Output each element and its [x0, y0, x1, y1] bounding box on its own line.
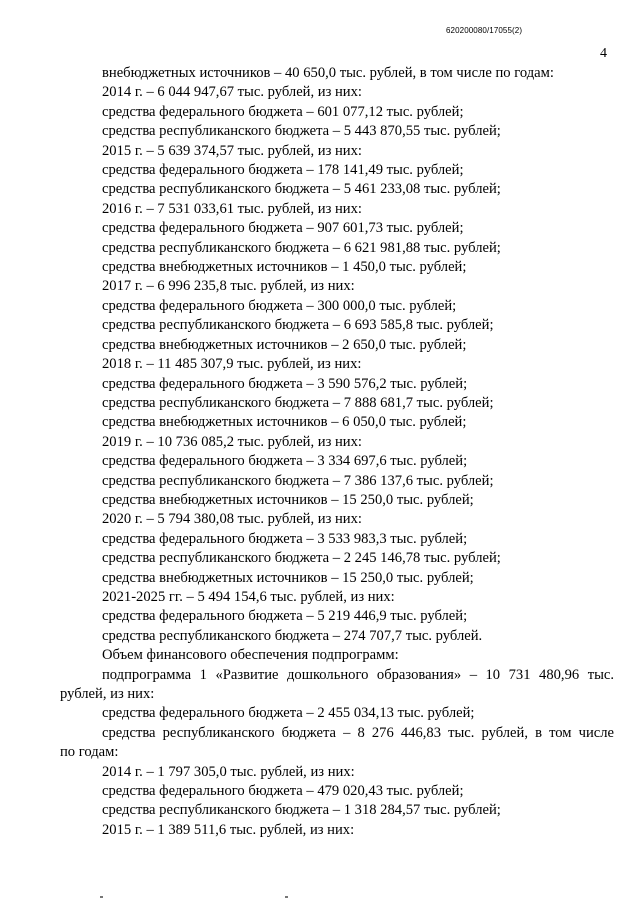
text-line: средства внебюджетных источников – 15 250,0 тыс. рублей;: [102, 491, 474, 508]
text-line: средства федерального бюджета – 5 219 446,9 тыс. рублей;: [102, 608, 468, 625]
text-line: 2018 г. – 11 485 307,9 тыс. рублей, из них:: [102, 356, 362, 373]
scan-speck: [100, 896, 103, 898]
text-line: средства республиканского бюджета – 2 245 146,78 тыс. рублей;: [102, 550, 501, 567]
text-line: 2016 г. – 7 531 033,61 тыс. рублей, из них:: [102, 200, 362, 217]
text-line: средства федерального бюджета – 3 533 983,3 тыс. рублей;: [102, 530, 468, 547]
text-line: по годам:: [60, 744, 119, 761]
scan-speck: [285, 896, 288, 898]
text-line: средства федерального бюджета – 907 601,73 тыс. рублей;: [102, 220, 464, 237]
text-line: средства федерального бюджета – 3 590 576,2 тыс. рублей;: [102, 375, 468, 392]
text-line: 2020 г. – 5 794 380,08 тыс. рублей, из них:: [102, 511, 362, 528]
text-line: средства республиканского бюджета – 7 888 681,7 тыс. рублей;: [102, 394, 494, 411]
text-line: Объем финансового обеспечения подпрограмм:: [102, 647, 399, 664]
text-line: средства федерального бюджета – 601 077,12 тыс. рублей;: [102, 103, 464, 120]
page-number: 4: [600, 46, 607, 61]
text-line: средства федерального бюджета – 479 020,43 тыс. рублей;: [102, 783, 464, 800]
text-line: средства республиканского бюджета – 8 276 446,83 тыс. рублей, в том числе: [102, 724, 614, 741]
text-line: 2017 г. – 6 996 235,8 тыс. рублей, из них:: [102, 278, 355, 295]
text-line: средства внебюджетных источников – 2 650,0 тыс. рублей;: [102, 336, 467, 353]
text-line: средства внебюджетных источников – 15 250,0 тыс. рублей;: [102, 569, 474, 586]
text-line: средства республиканского бюджета – 7 386 137,6 тыс. рублей;: [102, 472, 494, 489]
text-line: 2014 г. – 6 044 947,67 тыс. рублей, из них:: [102, 84, 362, 101]
text-line: внебюджетных источников – 40 650,0 тыс. рублей, в том числе по годам:: [102, 65, 554, 81]
text-line: 2014 г. – 1 797 305,0 тыс. рублей, из них:: [102, 763, 355, 780]
text-line: средства федерального бюджета – 3 334 697,6 тыс. рублей;: [102, 453, 468, 470]
text-line: средства республиканского бюджета – 6 621 981,88 тыс. рублей;: [102, 239, 501, 256]
text-line: средства внебюджетных источников – 1 450,0 тыс. рублей;: [102, 259, 467, 276]
text-line: средства республиканского бюджета – 6 693 585,8 тыс. рублей;: [102, 317, 494, 334]
text-line: 2015 г. – 5 639 374,57 тыс. рублей, из них:: [102, 142, 362, 159]
document-body: [60, 64, 614, 840]
text-line: средства внебюджетных источников – 6 050,0 тыс. рублей;: [102, 414, 467, 431]
text-line: средства республиканского бюджета – 5 461 233,08 тыс. рублей;: [102, 181, 501, 198]
text-line: средства республиканского бюджета – 274 707,7 тыс. рублей.: [102, 627, 483, 644]
text-line: средства республиканского бюджета – 1 318 284,57 тыс. рублей;: [102, 802, 501, 819]
text-line: 2015 г. – 1 389 511,6 тыс. рублей, из них:: [102, 821, 355, 838]
document-code: 620200080/17055(2): [446, 26, 523, 35]
text-line: 2021-2025 гг. – 5 494 154,6 тыс. рублей, из них:: [102, 588, 395, 605]
text-line: средства федерального бюджета – 178 141,49 тыс. рублей;: [102, 162, 464, 179]
text-line: средства республиканского бюджета – 5 443 870,55 тыс. рублей;: [102, 123, 501, 140]
text-line: 2019 г. – 10 736 085,2 тыс. рублей, из них:: [102, 433, 362, 450]
text-line: средства федерального бюджета – 300 000,0 тыс. рублей;: [102, 297, 457, 314]
text-line: рублей, из них:: [60, 686, 155, 702]
text-line: средства федерального бюджета – 2 455 034,13 тыс. рублей;: [102, 705, 475, 722]
text-line: подпрограмма 1 «Развитие дошкольного образования» – 10 731 480,96 тыс.: [102, 666, 614, 683]
